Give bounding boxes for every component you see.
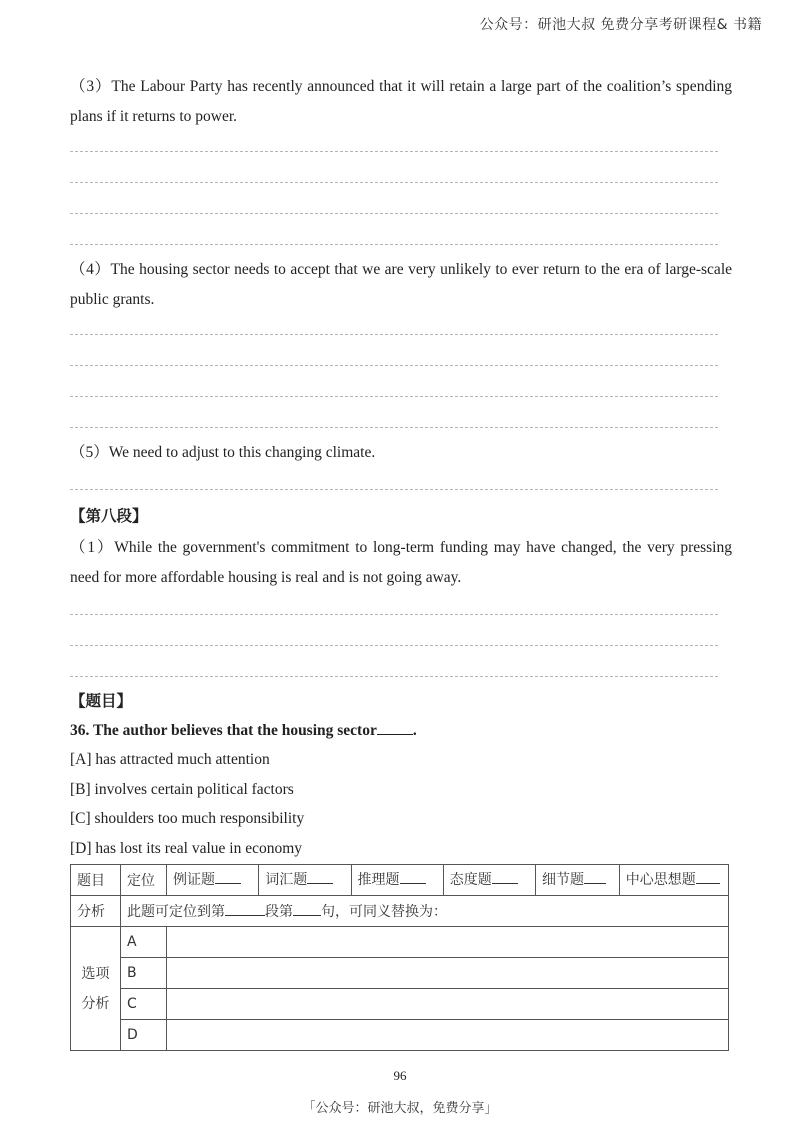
header-watermark-note: 公众号：研池大叔 免费分享考研课程& 书籍: [479, 17, 762, 33]
section-eight-sentence-1: （1）While the government's commitment to long-term funding may have changed, the very pressing need for more affordable housing is real and is not going away.: [70, 539, 732, 586]
answer-line: [70, 489, 718, 490]
answer-line: [70, 676, 718, 677]
locate-instruction: 此题可定位到第 段第 句，可同义替换为：: [121, 896, 729, 927]
option-a: [A] has attracted much attention: [70, 751, 270, 768]
footer-watermark-note: 「公众号：研池大叔，免费分享」: [302, 1101, 498, 1116]
option-a-analysis-cell[interactable]: [167, 927, 729, 958]
answer-line: [70, 396, 718, 397]
blank[interactable]: [215, 871, 241, 884]
sentence-3: （3）The Labour Party has recently announced that it will retain a large part of the coalition’s spending plans if it returns to power.: [70, 78, 732, 125]
answer-line: [70, 213, 718, 214]
paragraph-blank[interactable]: [225, 903, 265, 916]
analysis-table: [70, 864, 729, 1051]
type-vocabulary: 词汇题: [259, 865, 351, 895]
answer-line: [70, 334, 718, 335]
option-b-analysis-cell[interactable]: [167, 958, 729, 989]
section-heading-eight: 【第八段】: [70, 507, 148, 525]
option-letter-c: C: [121, 989, 167, 1020]
question-title: [70, 722, 417, 740]
sentence-blank[interactable]: [293, 903, 321, 916]
answer-line: [70, 427, 718, 428]
option-d-analysis-cell[interactable]: [167, 1020, 729, 1051]
answer-line: [70, 365, 718, 366]
question-period: .: [412, 722, 417, 739]
type-example: 例证题: [167, 865, 259, 895]
type-main-idea: 中心思想题: [620, 865, 728, 895]
option-d: [D] has lost its real value in economy: [70, 840, 303, 857]
option-letter-a: A: [121, 927, 167, 958]
option-c: [C] shoulders too much responsibility: [70, 810, 305, 827]
option-letter-b: B: [121, 958, 167, 989]
option-analysis-label: 选项 分析: [71, 927, 121, 1051]
option-letter-d: D: [121, 1020, 167, 1051]
sentence-5: （5）We need to adjust to this changing climate.: [70, 444, 376, 461]
label-question: 题目: [71, 865, 121, 896]
answer-line: [70, 151, 718, 152]
type-inference: 推理题: [352, 865, 444, 895]
answer-line: [70, 244, 718, 245]
type-detail: 细节题: [536, 865, 620, 895]
label-analysis: 分析: [71, 896, 121, 927]
question-type-row: [167, 865, 729, 896]
question-text: 36. The author believes that the housing sector: [70, 722, 377, 739]
blank[interactable]: [400, 871, 426, 884]
answer-line: [70, 645, 718, 646]
option-b: [B] involves certain political factors: [70, 781, 294, 798]
question-blank: [377, 722, 413, 735]
blank[interactable]: [307, 871, 333, 884]
option-c-analysis-cell[interactable]: [167, 989, 729, 1020]
blank[interactable]: [492, 871, 518, 884]
page-number: 96: [393, 1068, 407, 1083]
blank[interactable]: [696, 871, 720, 884]
label-locate: 定位: [121, 865, 167, 896]
answer-line: [70, 182, 718, 183]
sentence-4: （4）The housing sector needs to accept that we are very unlikely to ever return to the era of large-scale public grants.: [70, 261, 732, 308]
question-heading: 【题目】: [70, 692, 133, 710]
type-attitude: 态度题: [444, 865, 536, 895]
answer-line: [70, 614, 718, 615]
blank[interactable]: [584, 871, 606, 884]
